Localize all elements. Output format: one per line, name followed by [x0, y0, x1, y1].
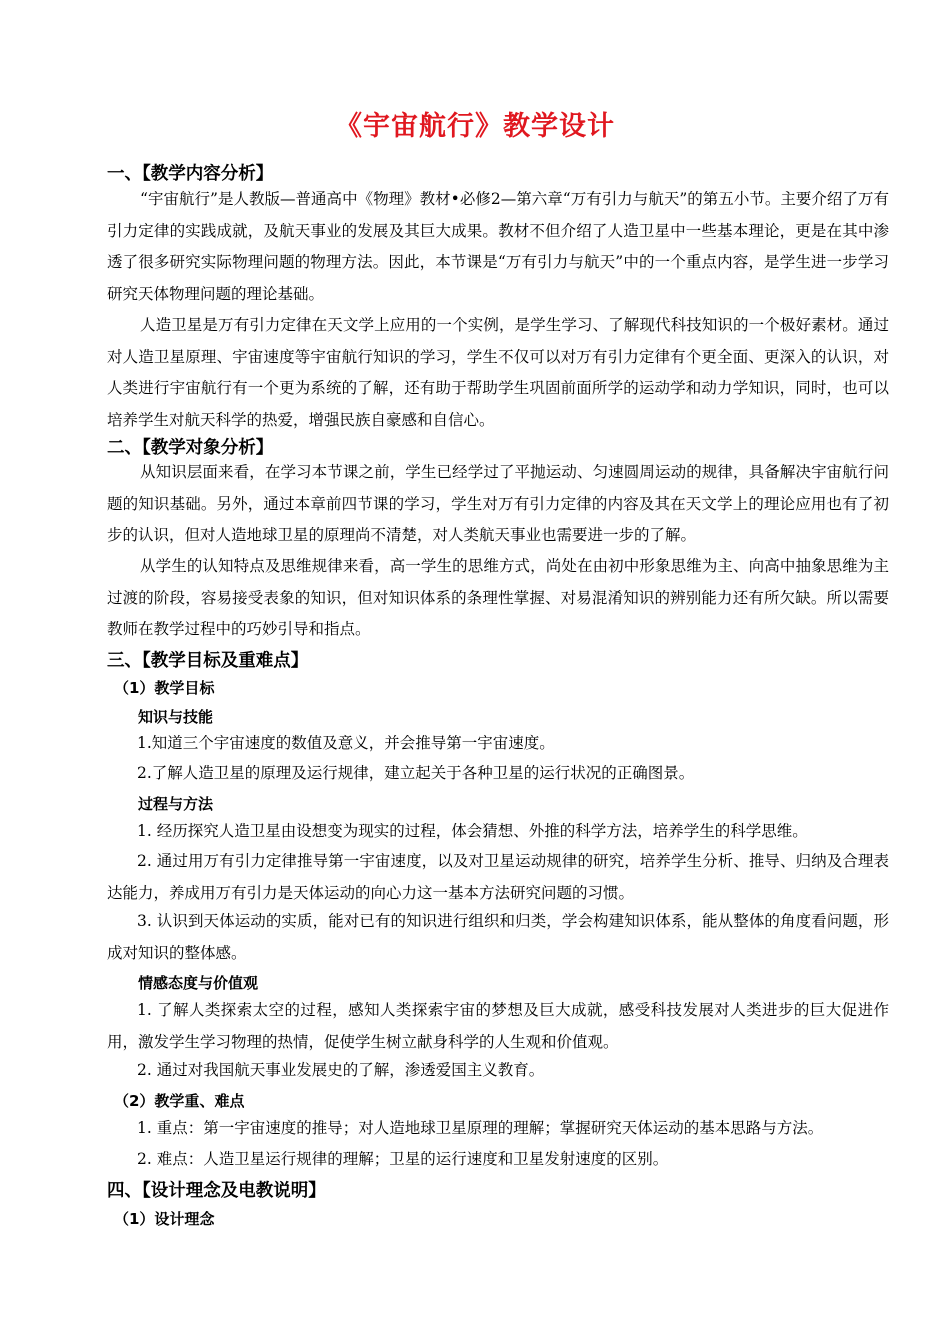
document-title: 《宇宙航行》教学设计 [335, 111, 615, 142]
section-heading-design-concept: 四、【设计理念及电教说明】 [107, 1181, 326, 1201]
attitude-item-2: 2. 通过对我国航天事业发展史的了解，渗透爱国主义教育。 [137, 1061, 545, 1079]
knowledge-item-1: 1.知道三个宇宙速度的数值及意义，并会推导第一宇宙速度。 [137, 734, 555, 752]
subsection-design-concept: （1）设计理念 [114, 1210, 215, 1228]
content-analysis-paragraph-1: “宇宙航行”是人教版—普通高中《物理》教材•必修2—第六章“万有引力与航天”的第五小节。主要介绍了万有引力定律的实践成就，及航天事业的发展及其巨大成果。教材不但介绍了人造卫星中一些基本理论，更是在其中渗透了很多研究实际物理问题的物理方法。因此，本节课是“万有引力与航天”中的一个重点内容，是学生进一步学习研究天体物理问题的理论基础。 [107, 190, 889, 303]
content-analysis-paragraph-2: 人造卫星是万有引力定律在天文学上应用的一个实例，是学生学习、了解现代科技知识的一个极好素材。通过对人造卫星原理、宇宙速度等宇宙航行知识的学习，学生不仅可以对万有引力定律有个更全面、更深入的认识，对人类进行宇宙航行有一个更为系统的了解，还有助于帮助学生巩固前面所学的运动学和动力学知识，同时，也可以培养学生对航天科学的热爱，增强民族自豪感和自信心。 [107, 316, 889, 429]
knowledge-skills-heading: 知识与技能 [138, 708, 214, 726]
process-methods-heading: 过程与方法 [138, 795, 214, 813]
difficult-point-item: 2. 难点：人造卫星运行规律的理解；卫星的运行速度和卫星发射速度的区别。 [137, 1150, 669, 1168]
attitude-values-heading: 情感态度与价值观 [138, 974, 259, 992]
section-heading-student-analysis: 二、【教学对象分析】 [107, 438, 274, 458]
process-item-2: 2. 通过用万有引力定律推导第一宇宙速度，以及对卫星运动规律的研究，培养学生分析、推导、归纳及合理表达能力，养成用万有引力是天体运动的向心力这一基本方法研究问题的习惯。 [107, 852, 889, 902]
section-heading-objectives: 三、【教学目标及重难点】 [107, 651, 309, 671]
subsection-teaching-objectives: （1）教学目标 [114, 679, 215, 697]
student-analysis-paragraph-1: 从知识层面来看，在学习本节课之前，学生已经学过了平抛运动、匀速圆周运动的规律，具备解决宇宙航行问题的知识基础。另外，通过本章前四节课的学习，学生对万有引力定律的内容及其在天文学上的理论应用也有了初步的认识，但对人造地球卫星的原理尚不清楚，对人类航天事业也需要进一步的了解。 [107, 463, 889, 544]
key-point-item: 1. 重点：第一宇宙速度的推导；对人造地球卫星原理的理解；掌握研究天体运动的基本思路与方法。 [137, 1119, 824, 1137]
process-item-1: 1. 经历探究人造卫星由设想变为现实的过程，体会猜想、外推的科学方法，培养学生的科学思维。 [137, 822, 808, 840]
section-heading-content-analysis: 一、【教学内容分析】 [107, 164, 274, 184]
knowledge-item-2: 2.了解人造卫星的原理及运行规律，建立起关于各种卫星的运行状况的正确图景。 [137, 764, 695, 782]
student-analysis-paragraph-2: 从学生的认知特点及思维规律来看，高一学生的思维方式，尚处在由初中形象思维为主、向高中抽象思维为主过渡的阶段，容易接受表象的知识，但对知识体系的条理性掌握、对易混淆知识的辨别能力还有所欠缺。所以需要教师在教学过程中的巧妙引导和指点。 [107, 557, 889, 638]
attitude-item-1: 1. 了解人类探索太空的过程，感知人类探索宇宙的梦想及巨大成就，感受科技发展对人类进步的巨大促进作用，激发学生学习物理的热情，促使学生树立献身科学的人生观和价值观。 [107, 1001, 889, 1051]
subsection-key-difficult-points: （2）教学重、难点 [114, 1092, 245, 1110]
process-item-3: 3. 认识到天体运动的实质，能对已有的知识进行组织和归类，学会构建知识体系，能从整体的角度看问题，形成对知识的整体感。 [107, 912, 889, 962]
